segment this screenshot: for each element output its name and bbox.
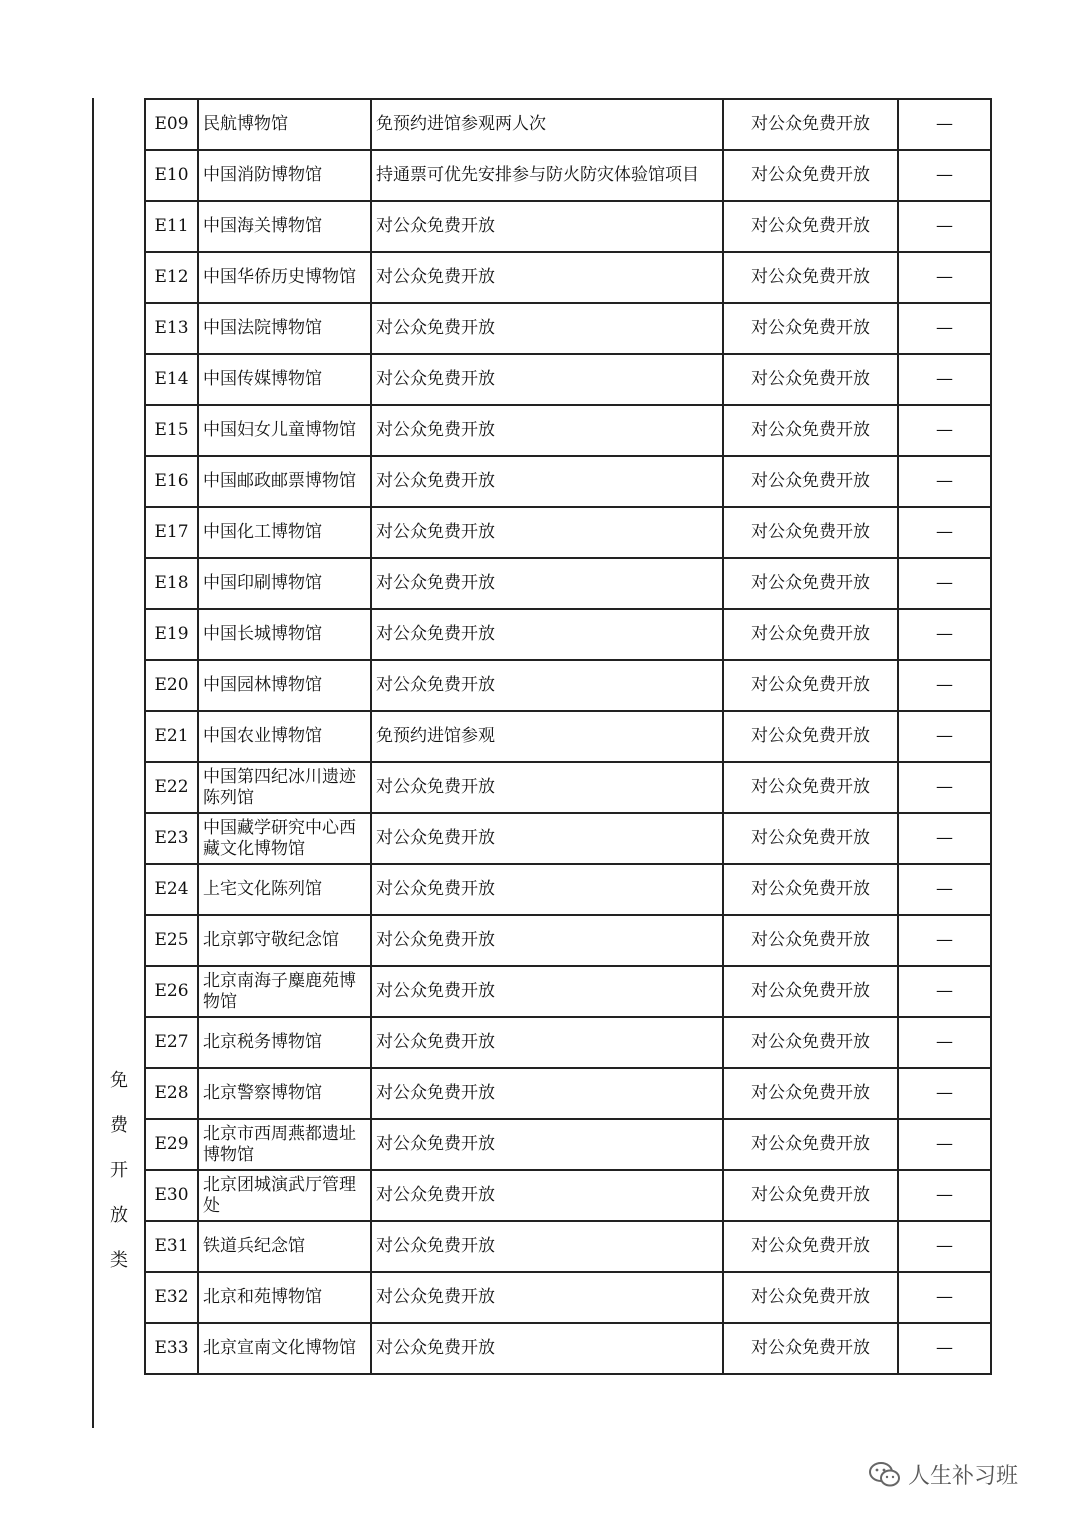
note-cell: — — [898, 966, 991, 1017]
status-cell: 对公众免费开放 — [723, 1221, 898, 1272]
code-cell: E16 — [145, 456, 198, 507]
status-cell: 对公众免费开放 — [723, 1068, 898, 1119]
name-cell: 民航博物馆 — [198, 99, 371, 150]
watermark — [868, 1459, 1018, 1490]
name-cell: 中国农业博物馆 — [198, 711, 371, 762]
note-cell: — — [898, 660, 991, 711]
watermark-text: 人生补习班 — [908, 1464, 1019, 1489]
code-cell: E31 — [145, 1221, 198, 1272]
code-cell: E32 — [145, 1272, 198, 1323]
note-cell: — — [898, 1323, 991, 1374]
code-cell: E25 — [145, 915, 198, 966]
note-cell: — — [898, 1119, 991, 1170]
name-cell: 北京市西周燕都遗址博物馆 — [198, 1119, 371, 1170]
status-cell: 对公众免费开放 — [723, 201, 898, 252]
note-cell: — — [898, 303, 991, 354]
status-cell: 对公众免费开放 — [723, 1170, 898, 1221]
code-cell: E15 — [145, 405, 198, 456]
note-cell: — — [898, 99, 991, 150]
code-cell: E11 — [145, 201, 198, 252]
code-cell: E28 — [145, 1068, 198, 1119]
offer-cell: 对公众免费开放 — [371, 1323, 723, 1374]
offer-cell: 对公众免费开放 — [371, 354, 723, 405]
code-cell: E18 — [145, 558, 198, 609]
table-row — [145, 201, 991, 252]
offer-cell: 免预约进馆参观 — [371, 711, 723, 762]
note-cell: — — [898, 1170, 991, 1221]
table-row — [145, 711, 991, 762]
category-label — [104, 1058, 134, 1283]
note-cell: — — [898, 609, 991, 660]
name-cell: 北京警察博物馆 — [198, 1068, 371, 1119]
note-cell: — — [898, 354, 991, 405]
name-cell: 北京郭守敬纪念馆 — [198, 915, 371, 966]
offer-cell: 对公众免费开放 — [371, 1221, 723, 1272]
table-row — [145, 456, 991, 507]
status-cell: 对公众免费开放 — [723, 1017, 898, 1068]
museum-table — [144, 98, 992, 1375]
note-cell: — — [898, 915, 991, 966]
note-cell: — — [898, 558, 991, 609]
name-cell: 中国海关博物馆 — [198, 201, 371, 252]
table-row — [145, 609, 991, 660]
name-cell: 中国消防博物馆 — [198, 150, 371, 201]
status-cell: 对公众免费开放 — [723, 1272, 898, 1323]
code-cell: E14 — [145, 354, 198, 405]
offer-cell: 对公众免费开放 — [371, 303, 723, 354]
name-cell: 中国法院博物馆 — [198, 303, 371, 354]
name-cell: 中国邮政邮票博物馆 — [198, 456, 371, 507]
offer-cell: 对公众免费开放 — [371, 201, 723, 252]
table-row — [145, 915, 991, 966]
table-body — [145, 99, 991, 1374]
name-cell: 中国藏学研究中心西藏文化博物馆 — [198, 813, 371, 864]
note-cell: — — [898, 711, 991, 762]
table-row — [145, 558, 991, 609]
table-row — [145, 507, 991, 558]
category-char: 开 — [110, 1160, 128, 1181]
code-cell: E17 — [145, 507, 198, 558]
code-cell: E30 — [145, 1170, 198, 1221]
offer-cell: 对公众免费开放 — [371, 1119, 723, 1170]
note-cell: — — [898, 456, 991, 507]
left-border-rule — [92, 98, 94, 1428]
code-cell: E21 — [145, 711, 198, 762]
code-cell: E20 — [145, 660, 198, 711]
status-cell: 对公众免费开放 — [723, 915, 898, 966]
status-cell: 对公众免费开放 — [723, 405, 898, 456]
name-cell: 中国第四纪冰川遗迹陈列馆 — [198, 762, 371, 813]
code-cell: E13 — [145, 303, 198, 354]
offer-cell: 对公众免费开放 — [371, 762, 723, 813]
name-cell: 中国印刷博物馆 — [198, 558, 371, 609]
table-row — [145, 150, 991, 201]
note-cell: — — [898, 1221, 991, 1272]
table-row — [145, 1017, 991, 1068]
table-row — [145, 966, 991, 1017]
table-row — [145, 405, 991, 456]
note-cell: — — [898, 201, 991, 252]
category-char: 费 — [110, 1115, 128, 1136]
status-cell: 对公众免费开放 — [723, 711, 898, 762]
code-cell: E29 — [145, 1119, 198, 1170]
note-cell: — — [898, 1068, 991, 1119]
status-cell: 对公众免费开放 — [723, 660, 898, 711]
offer-cell: 对公众免费开放 — [371, 507, 723, 558]
code-cell: E23 — [145, 813, 198, 864]
table-row — [145, 99, 991, 150]
category-char: 免 — [110, 1070, 128, 1091]
code-cell: E12 — [145, 252, 198, 303]
offer-cell: 对公众免费开放 — [371, 1068, 723, 1119]
offer-cell: 对公众免费开放 — [371, 252, 723, 303]
code-cell: E26 — [145, 966, 198, 1017]
table-row — [145, 1272, 991, 1323]
note-cell: — — [898, 762, 991, 813]
note-cell: — — [898, 150, 991, 201]
table-row — [145, 1323, 991, 1374]
status-cell: 对公众免费开放 — [723, 762, 898, 813]
code-cell: E27 — [145, 1017, 198, 1068]
status-cell: 对公众免费开放 — [723, 303, 898, 354]
status-cell: 对公众免费开放 — [723, 864, 898, 915]
note-cell: — — [898, 405, 991, 456]
code-cell: E22 — [145, 762, 198, 813]
code-cell: E33 — [145, 1323, 198, 1374]
offer-cell: 对公众免费开放 — [371, 558, 723, 609]
status-cell: 对公众免费开放 — [723, 966, 898, 1017]
code-cell: E19 — [145, 609, 198, 660]
status-cell: 对公众免费开放 — [723, 813, 898, 864]
status-cell: 对公众免费开放 — [723, 1323, 898, 1374]
table-row — [145, 813, 991, 864]
name-cell: 中国化工博物馆 — [198, 507, 371, 558]
table-row — [145, 354, 991, 405]
offer-cell: 免预约进馆参观两人次 — [371, 99, 723, 150]
name-cell: 北京团城演武厅管理处 — [198, 1170, 371, 1221]
offer-cell: 对公众免费开放 — [371, 1272, 723, 1323]
offer-cell: 对公众免费开放 — [371, 1170, 723, 1221]
table-row — [145, 1221, 991, 1272]
offer-cell: 对公众免费开放 — [371, 915, 723, 966]
note-cell: — — [898, 507, 991, 558]
status-cell: 对公众免费开放 — [723, 558, 898, 609]
status-cell: 对公众免费开放 — [723, 507, 898, 558]
status-cell: 对公众免费开放 — [723, 354, 898, 405]
status-cell: 对公众免费开放 — [723, 456, 898, 507]
table-row — [145, 252, 991, 303]
table-row — [145, 1068, 991, 1119]
note-cell: — — [898, 1272, 991, 1323]
offer-cell: 持通票可优先安排参与防火防灾体验馆项目 — [371, 150, 723, 201]
offer-cell: 对公众免费开放 — [371, 1017, 723, 1068]
status-cell: 对公众免费开放 — [723, 99, 898, 150]
name-cell: 铁道兵纪念馆 — [198, 1221, 371, 1272]
status-cell: 对公众免费开放 — [723, 1119, 898, 1170]
offer-cell: 对公众免费开放 — [371, 660, 723, 711]
offer-cell: 对公众免费开放 — [371, 456, 723, 507]
name-cell: 中国长城博物馆 — [198, 609, 371, 660]
name-cell: 北京宣南文化博物馆 — [198, 1323, 371, 1374]
offer-cell: 对公众免费开放 — [371, 405, 723, 456]
offer-cell: 对公众免费开放 — [371, 966, 723, 1017]
category-char: 放 — [110, 1205, 128, 1226]
code-cell: E24 — [145, 864, 198, 915]
note-cell: — — [898, 813, 991, 864]
status-cell: 对公众免费开放 — [723, 150, 898, 201]
table-row — [145, 1119, 991, 1170]
note-cell: — — [898, 864, 991, 915]
name-cell: 中国园林博物馆 — [198, 660, 371, 711]
table-row — [145, 303, 991, 354]
offer-cell: 对公众免费开放 — [371, 864, 723, 915]
table-row — [145, 660, 991, 711]
table-row — [145, 762, 991, 813]
name-cell: 中国华侨历史博物馆 — [198, 252, 371, 303]
name-cell: 上宅文化陈列馆 — [198, 864, 371, 915]
note-cell: — — [898, 1017, 991, 1068]
table-row — [145, 1170, 991, 1221]
name-cell: 北京税务博物馆 — [198, 1017, 371, 1068]
table-row — [145, 864, 991, 915]
offer-cell: 对公众免费开放 — [371, 609, 723, 660]
name-cell: 中国传媒博物馆 — [198, 354, 371, 405]
note-cell: — — [898, 252, 991, 303]
code-cell: E09 — [145, 99, 198, 150]
name-cell: 中国妇女儿童博物馆 — [198, 405, 371, 456]
code-cell: E10 — [145, 150, 198, 201]
category-char: 类 — [110, 1250, 128, 1271]
name-cell: 北京南海子麋鹿苑博物馆 — [198, 966, 371, 1017]
wechat-icon — [868, 1461, 902, 1489]
status-cell: 对公众免费开放 — [723, 609, 898, 660]
name-cell: 北京和苑博物馆 — [198, 1272, 371, 1323]
offer-cell: 对公众免费开放 — [371, 813, 723, 864]
status-cell: 对公众免费开放 — [723, 252, 898, 303]
